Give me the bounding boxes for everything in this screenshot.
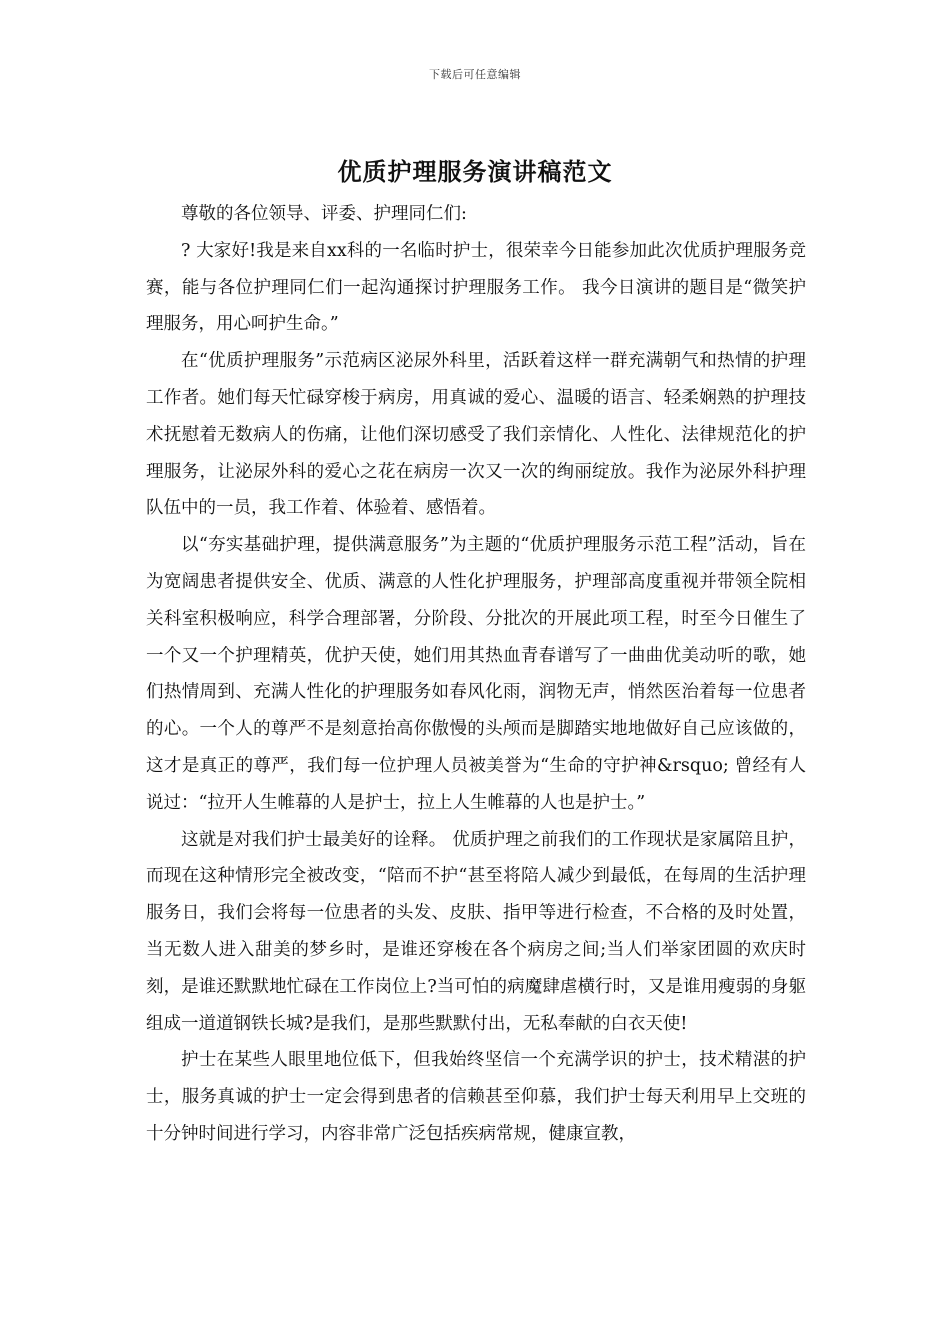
body-paragraph: 以“夯实基础护理，提供满意服务”为主题的“优质护理服务示范工程”活动，旨在为宽阔患者提供安全、优质、满意的人性化护理服务，护理部高度重视并带领全院相关科室积极响应，科学合理部署，分阶段、分批次的开展此项工程，时至今日催生了一个又一个护理精英，优护天使，她们用其热血青春谱写了一曲曲优美动听的歌，她们热情周到、充满人性化的护理服务如春风化雨，润物无声，悄然医治着每一位患者的心。一个人的尊严不是刻意抬高你傲慢的头颅而是脚踏实地地做好自己应该做的，这才是真正的尊严，我们每一位护理人员被美誉为“生命的守护神&rsquo; 曾经有人说过：“拉开人生帷幕的人是护士，拉上人生帷幕的人也是护士。”	[146, 535, 806, 813]
body-paragraph: 在“优质护理服务”示范病区泌尿外科里，活跃着这样一群充满朝气和热情的护理工作者。她们每天忙碌穿梭于病房，用真诚的爱心、温暖的语言、轻柔娴熟的护理技术抚慰着无数病人的伤痛，让他们深切感受了我们亲情化、人性化、法律规范化的护理服务，让泌尿外科的爱心之花在病房一次又一次的绚丽绽放。我作为泌尿外科护理队伍中的一员，我工作着、体验着、感悟着。	[146, 351, 806, 519]
document-title: 优质护理服务演讲稿范文	[337, 157, 613, 186]
body-paragraph: 这就是对我们护士最美好的诠释。 优质护理之前我们的工作现状是家属陪且护，而现在这种情形完全被改变，“陪而不护“甚至将陪人减少到最低，在每周的生活护理服务日，我们会将每一位患者的头发、皮肤、指甲等进行检查，不合格的及时处置，当无数人进入甜美的梦乡时，是谁还穿梭在各个病房之间;当人们举家团圆的欢庆时刻，是谁还默默地忙碌在工作岗位上?当可怕的病魔肆虐横行时，又是谁用瘦弱的身躯组成一道道钢铁长城?是我们，是那些默默付出，无私奉献的白衣天使!	[146, 829, 806, 1034]
intro-paragraph: ? 大家好!我是来自xx科的一名临时护士，很荣幸今日能参加此次优质护理服务竞赛，能与各位护理同仁们一起沟通探讨护理服务工作。 我今日演讲的题目是“微笑护理服务，用心呵护生命。”	[146, 240, 806, 335]
document-body	[146, 196, 806, 1153]
body-paragraph: 护士在某些人眼里地位低下，但我始终坚信一个充满学识的护士，技术精湛的护士，服务真诚的护士一定会得到患者的信赖甚至仰慕，我们护士每天利用早上交班的十分钟时间进行学习，内容非常广泛包括疾病常规，健康宣教，	[146, 1050, 806, 1144]
salutation-paragraph: 尊敬的各位领导、评委、护理同仁们:	[181, 204, 467, 224]
header-note: 下载后可任意编辑	[429, 68, 521, 81]
